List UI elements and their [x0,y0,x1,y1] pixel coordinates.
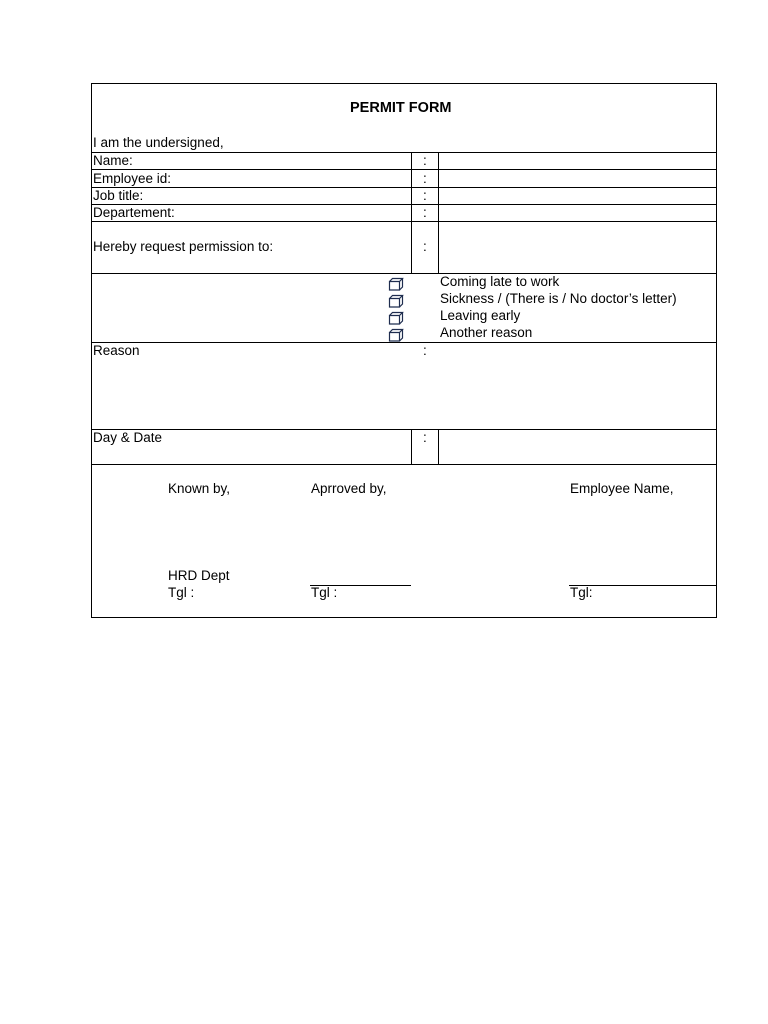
tgl-approved-label: Tgl : [311,585,338,600]
tgl-known-label: Tgl : [168,585,195,600]
option-coming-late: Coming late to work [440,274,560,289]
permit-form [91,83,717,618]
day-date-label: Day & Date [93,430,163,445]
row-divider [92,273,716,274]
checkbox-coming-late[interactable] [388,277,404,291]
row-divider [92,204,716,205]
row-divider [92,169,716,170]
tgl-employee-label: Tgl: [570,585,593,600]
hrd-dept-label: HRD Dept [168,568,230,583]
option-leaving-early: Leaving early [440,308,521,323]
row-divider [92,221,716,222]
checkbox-another-reason[interactable] [388,328,404,342]
colon-separator: : [423,205,427,220]
colon-separator: : [423,343,427,358]
column-divider [411,152,412,273]
row-divider [92,342,716,343]
column-divider [411,429,412,464]
option-another-reason: Another reason [440,325,533,340]
column-divider [438,152,439,273]
row-divider [92,464,716,465]
known-by-label: Known by, [168,481,231,496]
form-title: PERMIT FORM [350,100,452,116]
column-divider [438,429,439,464]
checkbox-leaving-early[interactable] [388,311,404,325]
row-divider [92,429,716,430]
request-label: Hereby request permission to: [93,239,274,254]
colon-separator: : [423,171,427,186]
job-title-label: Job title: [93,188,144,203]
approved-by-label: Aprroved by, [311,481,387,496]
name-label: Name: [93,153,133,168]
row-divider [92,152,716,153]
department-label: Departement: [93,205,175,220]
colon-separator: : [423,188,427,203]
colon-separator: : [423,430,427,445]
employee-id-label: Employee id: [93,171,172,186]
row-divider [92,187,716,188]
employee-name-label: Employee Name, [570,481,674,496]
colon-separator: : [423,239,427,254]
option-sickness: Sickness / (There is / No doctor’s letter) [440,291,677,306]
colon-separator: : [423,153,427,168]
checkbox-sickness[interactable] [388,294,404,308]
reason-label: Reason [93,343,140,358]
intro-text: I am the undersigned, [93,135,224,150]
